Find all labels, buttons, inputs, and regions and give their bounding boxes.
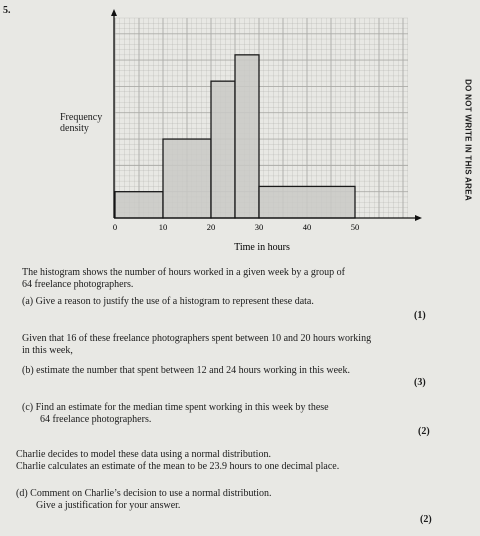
- part-b-text: (b) estimate the number that spent between 12 and 24 hours working in this week.: [22, 365, 350, 376]
- part-c-line-2: 64 freelance photographers.: [40, 414, 152, 425]
- histogram-bar: [211, 81, 235, 218]
- y-axis-label-line-2: density: [60, 123, 89, 134]
- x-axis-label: Time in hours: [234, 242, 290, 253]
- part-c-line-1: (c) Find an estimate for the median time spent working in this week by these: [22, 402, 329, 413]
- x-tick-label: 10: [158, 222, 168, 232]
- part-b-marks: (3): [414, 377, 426, 388]
- histogram-chart: [0, 0, 480, 260]
- part-a-text: (a) Give a reason to justify the use of a histogram to represent these data.: [22, 296, 314, 307]
- given-line-2: in this week,: [22, 345, 73, 356]
- intro-line-1: The histogram shows the number of hours worked in a given week by a group of: [22, 267, 345, 278]
- part-d-marks: (2): [420, 514, 432, 525]
- part-c-marks: (2): [418, 426, 430, 437]
- part-a-marks: (1): [414, 310, 426, 321]
- part-d-line-2: Give a justification for your answer.: [36, 500, 181, 511]
- intro-line-2: 64 freelance photographers.: [22, 279, 134, 290]
- charlie-line-2: Charlie calculates an estimate of the mean to be 23.9 hours to one decimal place.: [16, 461, 340, 472]
- histogram-bar: [235, 55, 259, 218]
- x-tick-label: 0: [112, 222, 118, 232]
- part-d-line-1: (d) Comment on Charlie’s decision to use a normal distribution.: [16, 488, 272, 499]
- margin-note: [461, 80, 475, 200]
- x-tick-label: 50: [350, 222, 360, 232]
- given-line-1: Given that 16 of these freelance photographers spent between 10 and 20 hours working: [22, 333, 372, 344]
- do-not-write-label: DO NOT WRITE IN THIS AREA: [463, 79, 473, 201]
- y-axis-label-line-1: Frequency: [60, 112, 103, 123]
- histogram-bar: [115, 192, 163, 218]
- x-tick-label: 20: [206, 222, 216, 232]
- x-axis-arrow: [415, 215, 422, 221]
- histogram-bars: [115, 55, 355, 218]
- histogram-bar: [163, 139, 211, 218]
- charlie-line-1: Charlie decides to model these data using a normal distribution.: [16, 449, 271, 460]
- question-number: 5.: [3, 5, 11, 16]
- x-tick-label: 30: [254, 222, 264, 232]
- y-axis-arrow: [111, 9, 117, 16]
- histogram-bar: [259, 186, 355, 218]
- x-tick-label: 40: [302, 222, 312, 232]
